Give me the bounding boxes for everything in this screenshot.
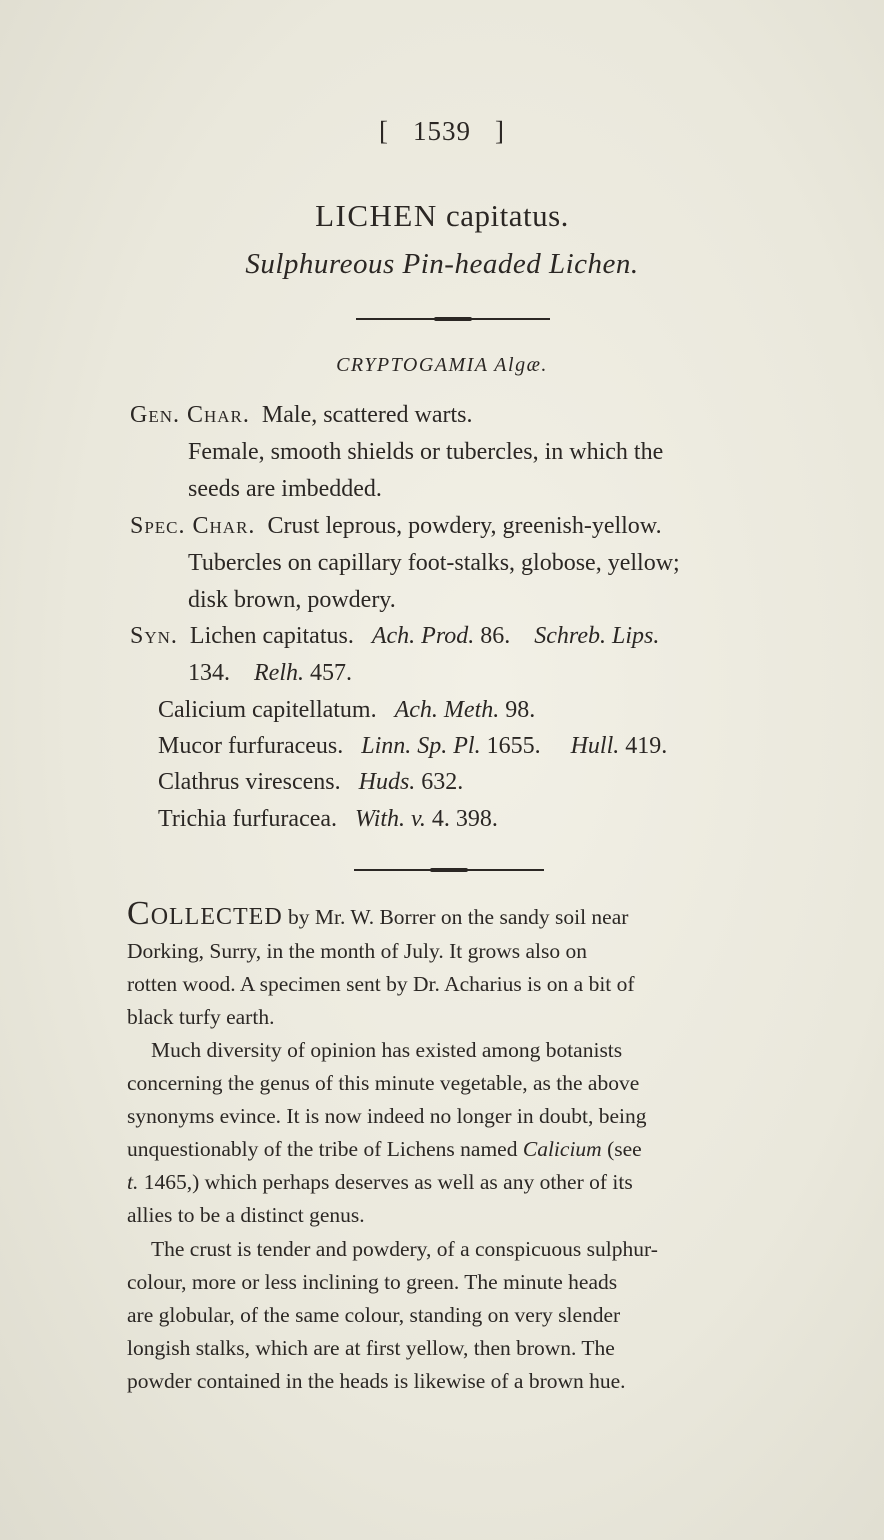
spec-char-line-2: Tubercles on capillary foot-stalks, globose, yellow;	[188, 550, 680, 576]
small-caps-word: OLLECTED	[150, 904, 283, 930]
syn-label: Syn.	[130, 623, 178, 649]
synonym-name: Lichen capitatus.	[189, 623, 354, 649]
spec-char-line	[130, 511, 662, 541]
synonym-5	[158, 804, 498, 834]
bracket-open: [	[379, 116, 389, 146]
paragraph-3-line-1: The crust is tender and powdery, of a conspicuous sulphur-	[151, 1237, 658, 1261]
synonym-num: 1655.	[486, 733, 541, 759]
synonym-ref: Ach. Prod.	[371, 623, 475, 649]
synonym-1	[130, 621, 659, 651]
synonym-ref: With. v.	[355, 806, 426, 832]
synonym-4	[158, 767, 463, 797]
page-number-header	[0, 116, 884, 147]
paragraph-3-line-5: powder contained in the heads is likewise of a brown hue.	[127, 1369, 626, 1393]
synonym-name: Clathrus virescens.	[158, 769, 341, 795]
spec-char-text: Crust leprous, powdery, greenish-yellow.	[267, 513, 662, 539]
synonym-ref: Schreb. Lips.	[534, 623, 660, 649]
gen-char-line-3: seeds are imbedded.	[188, 476, 382, 502]
synonym-ref: Linn. Sp. Pl.	[361, 733, 481, 759]
synonym-num: 632.	[421, 769, 464, 795]
paragraph-text: unquestionably of the tribe of Lichens named	[127, 1137, 523, 1161]
spec-char-line-3: disk brown, powdery.	[188, 587, 396, 613]
genus-name: LICHEN	[315, 198, 438, 233]
paragraph-3-line-4: longish stalks, which are at first yellow, then brown. The	[127, 1336, 615, 1360]
paragraph-2-line-4	[127, 1133, 642, 1166]
paragraph-3-line-2: colour, more or less inclining to green. The minute heads	[127, 1270, 618, 1294]
plate-reference: t.	[127, 1170, 139, 1194]
synonym-2	[158, 695, 535, 725]
synonym-name: Trichia furfuracea.	[158, 806, 338, 832]
synonym-3	[158, 731, 667, 761]
synonym-ref: Ach. Meth.	[394, 697, 500, 723]
ornamental-rule	[356, 318, 550, 320]
synonym-1-cont	[188, 658, 352, 688]
gen-char-text: Male, scattered warts.	[261, 402, 473, 428]
synonym-name: Calicium capitellatum.	[158, 697, 377, 723]
genus-reference: Calicium	[522, 1137, 602, 1161]
species-title	[0, 198, 884, 234]
synonym-num: 134.	[188, 660, 230, 686]
paragraph-1-line-3: rotten wood. A specimen sent by Dr. Acharius is on a bit of	[127, 972, 635, 996]
gen-char-label: Gen. Char.	[130, 402, 250, 428]
synonym-num: 419.	[625, 733, 668, 759]
gen-char-line-2: Female, smooth shields or tubercles, in which the	[188, 439, 664, 465]
gen-char-line	[130, 400, 472, 430]
synonym-num: 4. 398.	[431, 806, 498, 832]
paragraph-text: 1465,) which perhaps deserves as well as any other of its	[138, 1170, 633, 1194]
paragraph-1-line-2: Dorking, Surry, in the month of July. It grows also on	[127, 939, 588, 963]
paragraph-2-line-3: synonyms evince. It is now indeed no longer in doubt, being	[127, 1104, 647, 1128]
synonym-num: 457.	[309, 660, 352, 686]
spec-char-label: Spec. Char.	[130, 513, 256, 539]
paragraph-text: (see	[601, 1137, 642, 1161]
ornamental-rule	[354, 869, 544, 871]
paragraph-1-line-4: black turfy earth.	[127, 1005, 275, 1029]
synonym-ref: Hull.	[570, 733, 620, 759]
page-number: 1539	[413, 116, 471, 146]
paragraph-2-line-2: concerning the genus of this minute vegetable, as the above	[127, 1071, 640, 1095]
synonym-num: 86.	[480, 623, 511, 649]
paragraph-text: by Mr. W. Borrer on the sandy soil near	[282, 905, 629, 929]
bracket-close: ]	[495, 116, 505, 146]
synonym-num: 98.	[505, 697, 536, 723]
synonym-name: Mucor furfuraceus.	[158, 733, 344, 759]
paragraph-2-line-5	[127, 1166, 633, 1199]
synonym-ref: Relh.	[254, 660, 304, 686]
classification: CRYPTOGAMIA Algæ.	[336, 354, 548, 376]
paragraph-3-line-3: are globular, of the same colour, standing on very slender	[127, 1303, 621, 1327]
species-name: capitatus.	[445, 198, 569, 233]
paragraph-1-line-1	[127, 895, 629, 934]
drop-cap: C	[127, 895, 151, 932]
paragraph-2-line-6: allies to be a distinct genus.	[127, 1203, 365, 1227]
paragraph-2-line-1: Much diversity of opinion has existed among botanists	[151, 1038, 623, 1062]
synonym-ref: Huds.	[358, 769, 416, 795]
common-name: Sulphureous Pin-headed Lichen.	[245, 248, 639, 280]
